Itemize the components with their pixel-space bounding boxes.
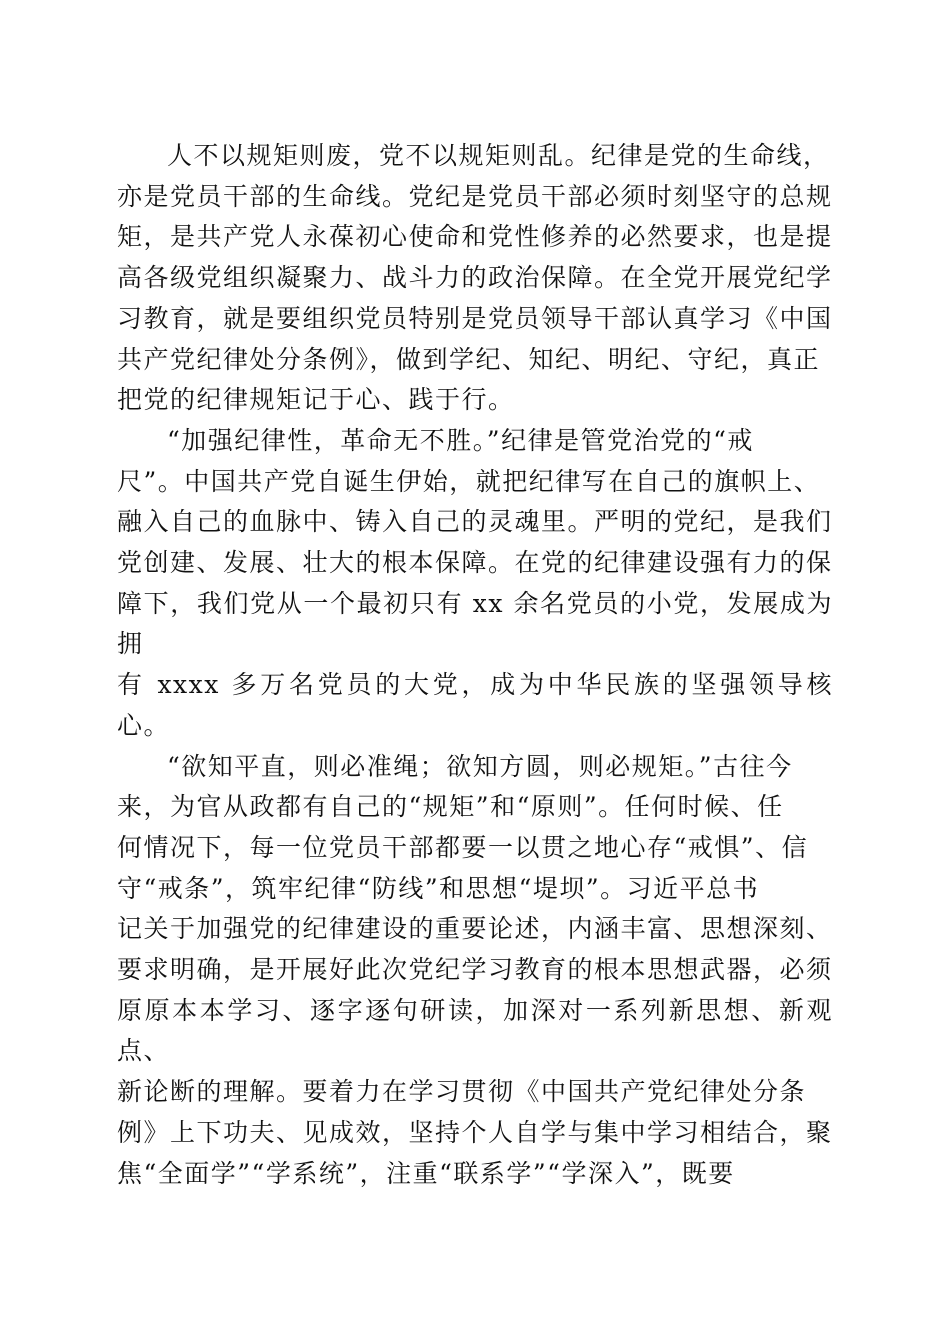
paragraph-3: “欲知平直，则必准绳；欲知方圆，则必规矩。”古往今 来，为官从政都有自己的“规矩”和“原则”。任何时候、任 何情况下，每一位党员干部都要一以贯之地心存“戒惧”、信 守“戒条”，筑牢纪律“防线”和思想“堤坝”。习近平总书 记关于加强党的纪律建设的重要论述，内涵丰富、思想深刻、 要求明确，是开展好此次党纪学习教育的根本思想武器，必须 原原本本学习、逐字逐句研读，加深对一系列新思想、新观点、 新论断的理解。要着力在学习贯彻《中国共产党纪律处分条 例》上下功夫、见成效，坚持个人自学与集中学习相结合，聚 焦“全面学”“学系统”，注重“联系学”“学深入”，既要 (117, 751, 833, 1188)
document-body (117, 136, 833, 1194)
paragraph-2: “加强纪律性，革命无不胜。”纪律是管党治党的“戒 尺”。中国共产党自诞生伊始，就把纪律写在自己的旗帜上、 融入自己的血脉中、铸入自己的灵魂里。严明的党纪，是我们 党创建、发展、壮大的根本保障。在党的纪律建设强有力的保 障下，我们党从一个最初只有 xx 余名党员的小党，发展成为拥 有 xxxx 多万名党员的大党，成为中华民族的坚强领导核心。 (117, 425, 833, 740)
paragraph-1: 人不以规矩则废，党不以规矩则乱。纪律是党的生命线， 亦是党员干部的生命线。党纪是党员干部必须时刻坚守的总规 矩，是共产党人永葆初心使命和党性修养的必然要求，也是提 高各级党组织凝聚力、战斗力的政治保障。在全党开展党纪学 习教育，就是要组织党员特别是党员领导干部认真学习《中国 共产党纪律处分条例》，做到学纪、知纪、明纪、守纪，真正 把党的纪律规矩记于心、践于行。 (117, 141, 833, 415)
